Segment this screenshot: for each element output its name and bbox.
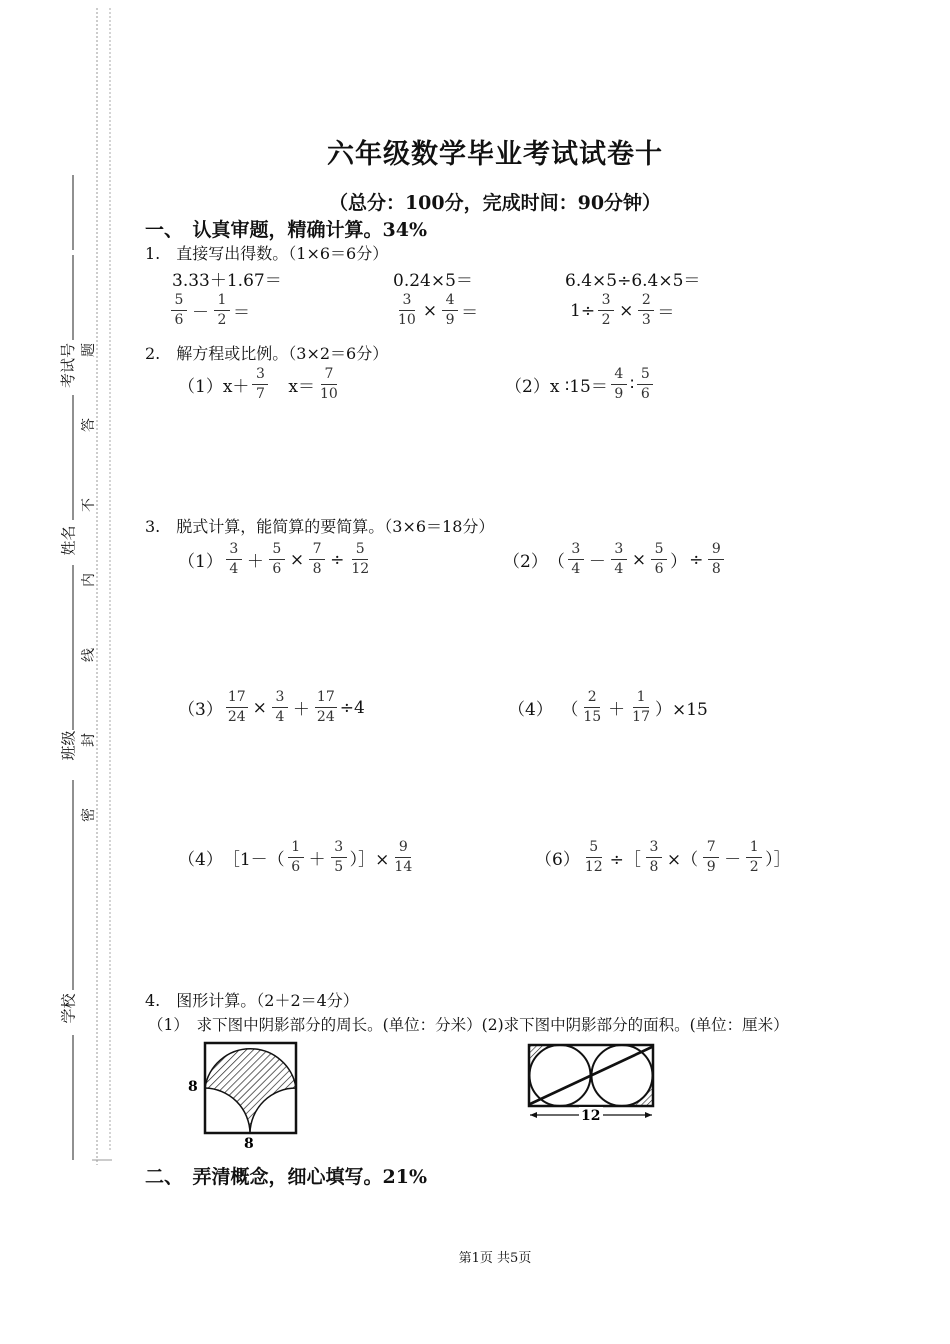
q1-prompt: 1. 直接写出得数。（1×6＝6分） <box>145 244 389 263</box>
fraction: $\frac{3}{4}$ <box>568 541 584 578</box>
exam-number-label: 考试号 <box>59 342 78 389</box>
q1-expr-2: 0.24×5＝ <box>393 271 473 291</box>
figure-2-bottom-label: 12 <box>581 1108 601 1124</box>
fraction: $\frac{3}{10}$ <box>398 292 416 328</box>
fraction: $\frac{3}{7}$ <box>252 366 268 403</box>
q3-problem-4: （4） （ $\frac{2}{15}$ ＋ $\frac{1}{17}$ ）×15 <box>508 689 708 725</box>
q4-prompt: 4. 图形计算。（2＋2＝4分） <box>145 991 359 1010</box>
q2-problem-1: （1） x＋ $\frac{3}{7}$ x＝ $\frac{7}{10}$ <box>178 366 338 402</box>
q1-expr-6: 1÷ $\frac{3}{2}$ × $\frac{2}{3}$ ＝ <box>570 292 675 328</box>
fraction: $\frac{4}{9}$ <box>611 366 627 403</box>
fraction: $\frac{1}{6}$ <box>288 839 304 876</box>
seal-char-da: 答 <box>81 418 97 432</box>
seal-char-nei: 内 <box>81 573 97 587</box>
fraction: $\frac{1}{2}$ <box>214 292 230 329</box>
fraction: $\frac{1}{2}$ <box>746 839 762 876</box>
section2-heading: 二、 弄清概念，细心填写。21% <box>145 1166 427 1188</box>
q3-problem-3: （3） $\frac{17}{24}$ × $\frac{3}{4}$ ＋ $\frac{17}{24}$ ÷4 <box>178 689 365 725</box>
q2-problem-2: （2） x ∶15＝ $\frac{4}{9}$ ∶ $\frac{5}{6}$ <box>505 366 656 403</box>
seal-char-feng: 封 <box>81 733 97 747</box>
fraction: $\frac{3}{4}$ <box>611 541 627 578</box>
q2-prompt: 2. 解方程或比例。（3×2＝6分） <box>145 344 389 363</box>
figure-1-side-label: 8 <box>188 1079 198 1095</box>
q3-problem-2: （2） （ $\frac{3}{4}$ － $\frac{3}{4}$ × $\frac{5}{6}$ ） ÷ $\frac{9}{8}$ <box>503 541 727 578</box>
exam-subtitle: （总分：100分，完成时间：90分钟） <box>328 192 662 214</box>
figure-1-arcs <box>185 1040 305 1150</box>
name-label: 姓名 <box>59 525 78 556</box>
q1-expr-5: $\frac{3}{10}$ × $\frac{4}{9}$ ＝ <box>398 292 479 328</box>
fraction: $\frac{17}{24}$ <box>316 689 335 725</box>
fraction: $\frac{5}{12}$ <box>584 839 603 875</box>
fraction: $\frac{3}{2}$ <box>598 292 614 329</box>
seal-char-xian: 线 <box>81 648 97 662</box>
section1-heading: 一、 认真审题，精确计算。34% <box>145 219 427 241</box>
class-label: 班级 <box>59 730 78 761</box>
q1-expr-3: 6.4×5÷6.4×5＝ <box>565 271 701 291</box>
page-title: 六年级数学毕业考试试卷十 <box>327 139 663 170</box>
fraction: $\frac{5}{6}$ <box>269 541 285 578</box>
fraction: $\frac{5}{6}$ <box>171 292 187 329</box>
fraction: $\frac{7}{10}$ <box>320 366 338 402</box>
fraction: $\frac{5}{6}$ <box>637 366 653 403</box>
fraction: $\frac{5}{6}$ <box>651 541 667 578</box>
fraction: $\frac{17}{24}$ <box>227 689 246 725</box>
q4-description: （1） 求下图中阴影部分的周长。(单位：分米）(2)求下图中阴影部分的面积。(单位：厘米） <box>148 1016 789 1034</box>
fraction: $\frac{5}{12}$ <box>351 541 370 577</box>
seal-char-bu: 不 <box>81 498 97 512</box>
q3-problem-6: （6） $\frac{5}{12}$ ÷［ $\frac{3}{8}$ ×（ $\frac{7}{9}$ － $\frac{1}{2}$ ）］ <box>535 839 791 875</box>
fraction: $\frac{9}{8}$ <box>708 541 724 578</box>
fraction: $\frac{3}{5}$ <box>331 839 347 876</box>
q3-prompt: 3. 脱式计算，能简算的要简算。（3×6＝18分） <box>145 517 495 536</box>
q1-expr-1: 3.33＋1.67＝ <box>172 271 282 291</box>
fraction: $\frac{4}{9}$ <box>442 292 458 329</box>
fraction: $\frac{2}{3}$ <box>638 292 654 329</box>
q1-expr-4: $\frac{5}{6}$ － $\frac{1}{2}$ ＝ <box>168 292 250 329</box>
fraction: $\frac{3}{4}$ <box>226 541 242 578</box>
figure-1-bottom-label: 8 <box>244 1136 254 1150</box>
fraction: $\frac{2}{15}$ <box>583 689 602 725</box>
q3-problem-5: （4） ［1－（ $\frac{1}{6}$ ＋ $\frac{3}{5}$ ）］× $\frac{9}{14}$ <box>178 839 413 875</box>
page-footer: 第1页 共5页 <box>458 1251 532 1266</box>
fraction: $\frac{3}{4}$ <box>272 689 288 726</box>
fraction: $\frac{7}{8}$ <box>309 541 325 578</box>
fraction: $\frac{9}{14}$ <box>394 839 413 875</box>
seal-char-mi: 密 <box>81 808 97 822</box>
figure-2-circles <box>525 1040 665 1125</box>
seal-char-ti: 题 <box>81 343 97 357</box>
fraction: $\frac{7}{9}$ <box>703 839 719 876</box>
school-label: 学校 <box>59 993 78 1024</box>
fraction: $\frac{1}{17}$ <box>632 689 650 725</box>
q3-problem-1: （1） $\frac{3}{4}$ ＋ $\frac{5}{6}$ × $\frac{7}{8}$ ÷ $\frac{5}{12}$ <box>178 541 370 577</box>
fraction: $\frac{3}{8}$ <box>646 839 662 876</box>
